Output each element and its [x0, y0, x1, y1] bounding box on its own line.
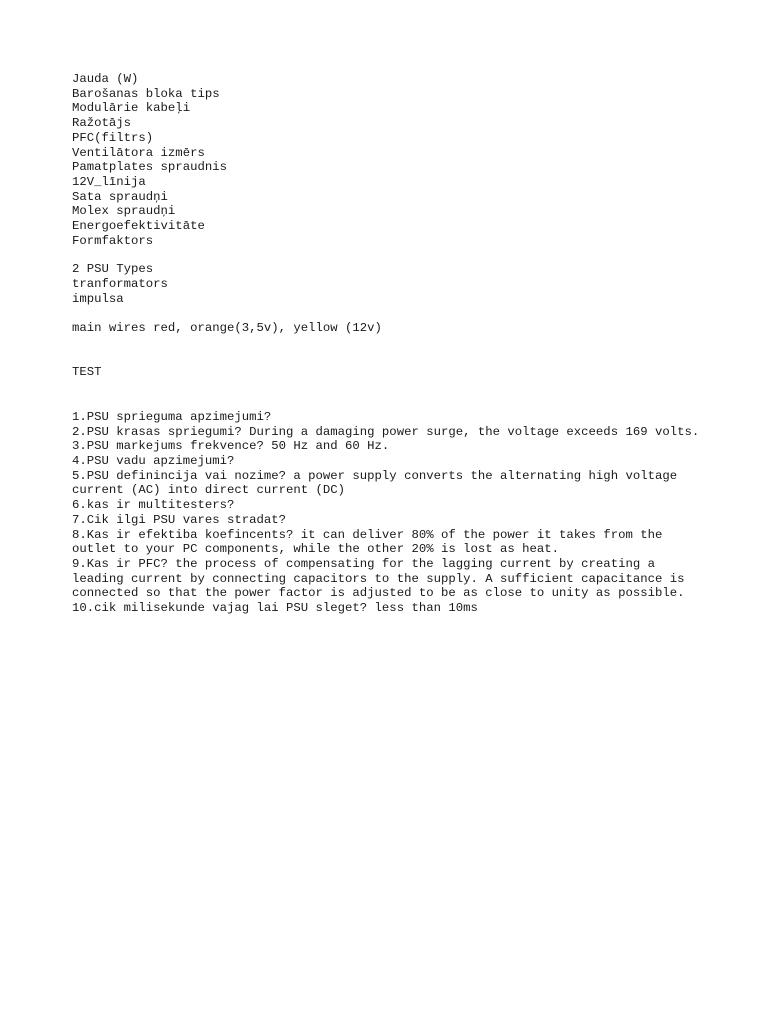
- question-item: 3.PSU markejums frekvence? 50 Hz and 60 Hz.: [72, 439, 390, 454]
- question-item: 2.PSU krasas spriegumi? During a damaging power surge, the voltage exceeds 169 volts.: [72, 424, 700, 439]
- spec-item: PFC(filtrs): [72, 130, 154, 145]
- psu-type-heading: 2 PSU Types: [72, 262, 154, 277]
- document-page: [72, 72, 712, 616]
- question-item: 1.PSU sprieguma apzimejumi?: [72, 409, 272, 424]
- question-item: 4.PSU vadu apzimejumi?: [72, 454, 235, 469]
- question-item: 7.Cik ilgi PSU vares stradat?: [72, 512, 287, 527]
- test-heading: TEST: [72, 365, 102, 380]
- question-item: 6.kas ir multitesters?: [72, 498, 235, 513]
- spec-item: 12V_līnija: [72, 174, 146, 189]
- questions-list: [72, 410, 712, 616]
- spec-item: Pamatplates spraudnis: [72, 160, 227, 175]
- spacer: [72, 335, 712, 365]
- question-item: 9.Kas ir PFC? the process of compensating for the lagging current by creating a leading current by connecting capacitors to the supply. A sufficient capacitance is connected so that the power factor is adjusted to be as close to unity as possible.: [72, 556, 692, 601]
- spacer: [72, 248, 712, 262]
- psu-type-item: impulsa: [72, 291, 124, 306]
- spec-item: Ventilātora izmērs: [72, 145, 205, 160]
- wires-note: main wires red, orange(3,5v), yellow (12v): [72, 320, 382, 335]
- question-item: 5.PSU definincija vai nozime? a power supply converts the alternating high voltage current (AC) into direct current (DC): [72, 468, 685, 498]
- spec-item: Modulārie kabeļi: [72, 101, 191, 116]
- psu-types-list: [72, 262, 712, 306]
- spec-item: Ražotājs: [72, 116, 132, 131]
- question-item: 8.Kas ir efektiba koefincents? it can deliver 80% of the power it takes from the outlet to your PC components, while the other 20% is lost as heat.: [72, 527, 670, 557]
- spec-item: Energoefektivitāte: [72, 219, 205, 234]
- specs-list: [72, 72, 712, 248]
- psu-type-item: tranformators: [72, 277, 168, 292]
- spec-item: Molex spraudņi: [72, 204, 176, 219]
- spec-item: Jauda (W): [72, 72, 139, 86]
- spacer: [72, 307, 712, 321]
- spec-item: Sata spraudņi: [72, 189, 168, 204]
- spec-item: Formfaktors: [72, 233, 154, 248]
- question-item: 10.cik milisekunde vajag lai PSU sleget? less than 10ms: [72, 601, 478, 616]
- spacer: [72, 380, 712, 410]
- spec-item: Barošanas bloka tips: [72, 86, 220, 101]
